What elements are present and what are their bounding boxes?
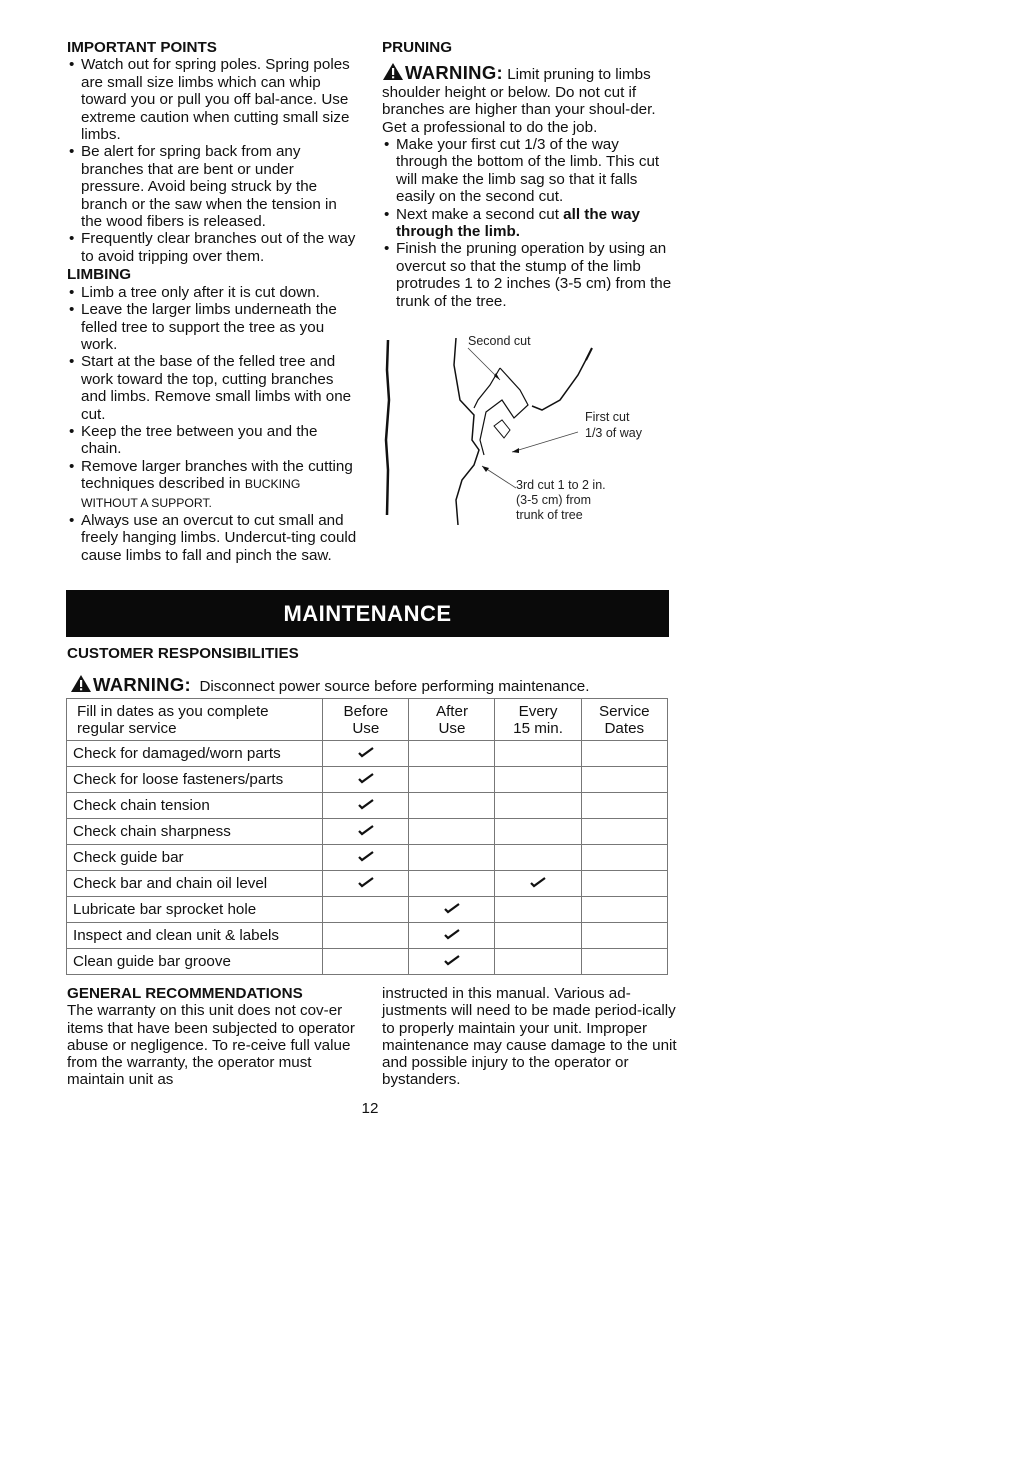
task-cell: Clean guide bar groove: [67, 949, 323, 975]
service-dates-cell: [581, 923, 667, 949]
list-item: • Start at the base of the felled tree and work toward the top, cutting branches and limbs. Remove small limbs with one cut.: [67, 353, 359, 423]
after-use-cell: [409, 767, 495, 793]
every-15-min-cell: [495, 793, 581, 819]
task-cell: Check chain tension: [67, 793, 323, 819]
table-row: [67, 871, 668, 897]
checkmark-icon: [358, 875, 374, 892]
task-cell: Inspect and clean unit & labels: [67, 923, 323, 949]
task-cell: Check bar and chain oil level: [67, 871, 323, 897]
first-cut-sublabel: 1/3 of way: [585, 426, 642, 440]
task-cell: Check for damaged/worn parts: [67, 741, 323, 767]
every-15-min-cell: [495, 923, 581, 949]
table-row: [67, 793, 668, 819]
warning-text: Limit pruning to limbs shoulder height or below. Do not cut if branches are higher than your shoul-der. Get a professional to do the job.: [382, 66, 656, 136]
after-use-cell: [409, 793, 495, 819]
after-use-cell: [409, 845, 495, 871]
after-use-cell: [409, 741, 495, 767]
service-dates-cell: [581, 845, 667, 871]
table-row: [67, 923, 668, 949]
table-row: [67, 741, 668, 767]
warning-label: WARNING:: [405, 62, 503, 84]
every-15-min-cell: [495, 845, 581, 871]
general-recommendations-right: [382, 985, 682, 1089]
first-cut-label: First cut: [585, 410, 630, 424]
after-use-cell: [409, 871, 495, 897]
service-dates-cell: [581, 767, 667, 793]
bullet-text: Remove larger branches with the cutting techniques described in: [81, 457, 353, 493]
checkmark-icon: [358, 823, 374, 840]
list-item: • Always use an overcut to cut small and freely hanging limbs. Undercut-ting could cause limbs to fall and pinch the saw.: [67, 512, 359, 564]
table-row: [67, 845, 668, 871]
checkmark-icon: [444, 953, 460, 970]
maintenance-warning: [70, 674, 589, 696]
warning-icon: [382, 62, 404, 81]
list-item: • Limb a tree only after it is cut down.: [67, 284, 359, 301]
general-recommendations-heading: GENERAL RECOMMENDATIONS: [67, 985, 303, 1002]
limbing-heading: LIMBING: [67, 266, 132, 284]
checkmark-icon: [358, 849, 374, 866]
list-item: [382, 206, 674, 241]
general-recommendations-left: [67, 985, 367, 1089]
every-15-min-cell: [495, 871, 581, 897]
every-15-min-cell: [495, 897, 581, 923]
limbing-list: [67, 284, 359, 565]
service-dates-cell: [581, 819, 667, 845]
pruning-heading: PRUNING: [382, 39, 453, 56]
table-row: [67, 819, 668, 845]
important-points-heading: IMPORTANT POINTS: [67, 39, 217, 56]
before-use-cell: [323, 767, 409, 793]
every-15-min-cell: [495, 949, 581, 975]
service-dates-cell: [581, 871, 667, 897]
service-dates-cell: [581, 897, 667, 923]
table-row: [67, 949, 668, 975]
general-recommendations-text: The warranty on this unit does not cov-er items that have been subjected to operator abuse or negligence. To re-ceive full value from the warranty, the operator must maintain unit as: [67, 1002, 355, 1089]
warning-label: WARNING:: [93, 674, 191, 695]
every-15-min-cell: [495, 819, 581, 845]
maintenance-schedule-table: [66, 698, 668, 975]
third-cut-label-2: (3-5 cm) from: [516, 493, 591, 507]
maintenance-banner: MAINTENANCE: [66, 590, 669, 637]
list-item: [67, 458, 359, 512]
important-points-list: [67, 56, 359, 265]
every-15-min-header: Every 15 min.: [495, 699, 581, 741]
maintenance-table-body: [67, 741, 668, 975]
warning-icon: [70, 674, 92, 693]
list-item: • Make your first cut 1/3 of the way through the bottom of the limb. This cut will make the limb sag so that it falls easily on the second cut.: [382, 136, 674, 206]
service-dates-cell: [581, 741, 667, 767]
pruning-list: [382, 136, 674, 310]
service-dates-header: Service Dates: [581, 699, 667, 741]
before-use-cell: [323, 923, 409, 949]
third-cut-label: 3rd cut 1 to 2 in.: [516, 478, 606, 492]
every-15-min-cell: [495, 767, 581, 793]
bullet-text: Next make a second cut: [396, 205, 559, 223]
checkmark-icon: [358, 797, 374, 814]
warning-text: Disconnect power source before performing maintenance.: [199, 678, 590, 695]
before-use-header: Before Use: [323, 699, 409, 741]
after-use-cell: [409, 897, 495, 923]
task-cell: Check guide bar: [67, 845, 323, 871]
table-row: [67, 897, 668, 923]
list-item: • Frequently clear branches out of the way to avoid tripping over them.: [67, 230, 359, 265]
pruning-diagram: [382, 330, 672, 530]
before-use-cell: [323, 793, 409, 819]
every-15-min-cell: [495, 741, 581, 767]
list-item: • Leave the larger limbs underneath the felled tree to support the tree as you work.: [67, 301, 359, 353]
pruning-warning: [382, 62, 674, 136]
checkmark-icon: [444, 927, 460, 944]
checkmark-icon: [358, 745, 374, 762]
checkmark-icon: [358, 771, 374, 788]
after-use-cell: [409, 819, 495, 845]
list-item: • Keep the tree between you and the chain.: [67, 423, 359, 458]
before-use-cell: [323, 897, 409, 923]
customer-responsibilities-heading: CUSTOMER RESPONSIBILITIES: [67, 645, 299, 662]
task-cell: Lubricate bar sprocket hole: [67, 897, 323, 923]
before-use-cell: [323, 949, 409, 975]
task-column-header: Fill in dates as you complete regular service: [67, 699, 323, 741]
after-use-cell: [409, 923, 495, 949]
section-reference: BUCKING WITHOUT A SUPPORT.: [81, 477, 301, 510]
service-dates-cell: [581, 949, 667, 975]
before-use-cell: [323, 871, 409, 897]
second-cut-label: Second cut: [468, 334, 531, 348]
checkmark-icon: [444, 901, 460, 918]
third-cut-label-3: trunk of tree: [516, 508, 583, 522]
before-use-cell: [323, 741, 409, 767]
before-use-cell: [323, 819, 409, 845]
checkmark-icon: [530, 875, 546, 892]
list-item: • Be alert for spring back from any branches that are bent or under pressure. Avoid being struck by the branch or the saw when the tension in the wood fibers is released.: [67, 143, 359, 230]
task-cell: Check chain sharpness: [67, 819, 323, 845]
left-column: [67, 39, 359, 564]
task-cell: Check for loose fasteners/parts: [67, 767, 323, 793]
table-header-row: [67, 699, 668, 741]
before-use-cell: [323, 845, 409, 871]
page-number: 12: [361, 1100, 379, 1117]
table-row: [67, 767, 668, 793]
service-dates-cell: [581, 793, 667, 819]
after-use-cell: [409, 949, 495, 975]
general-recommendations-text-continued: instructed in this manual. Various ad-justments will need to be made period-ically to properly maintain your unit. Improper maintenance may cause damage to the unit and possible injury to the operator or bystanders.: [382, 985, 677, 1089]
list-item: • Watch out for spring poles. Spring poles are small size limbs which can whip toward you or pull you off bal-ance. Use extreme caution when cutting small size limbs.: [67, 56, 359, 143]
bullet-emphasis: all the way through the limb.: [396, 205, 640, 241]
right-column: [382, 39, 674, 310]
after-use-header: After Use: [409, 699, 495, 741]
list-item: • Finish the pruning operation by using an overcut so that the stump of the limb protrudes 1 to 2 inches (3-5 cm) from the trunk of the tree.: [382, 240, 674, 310]
